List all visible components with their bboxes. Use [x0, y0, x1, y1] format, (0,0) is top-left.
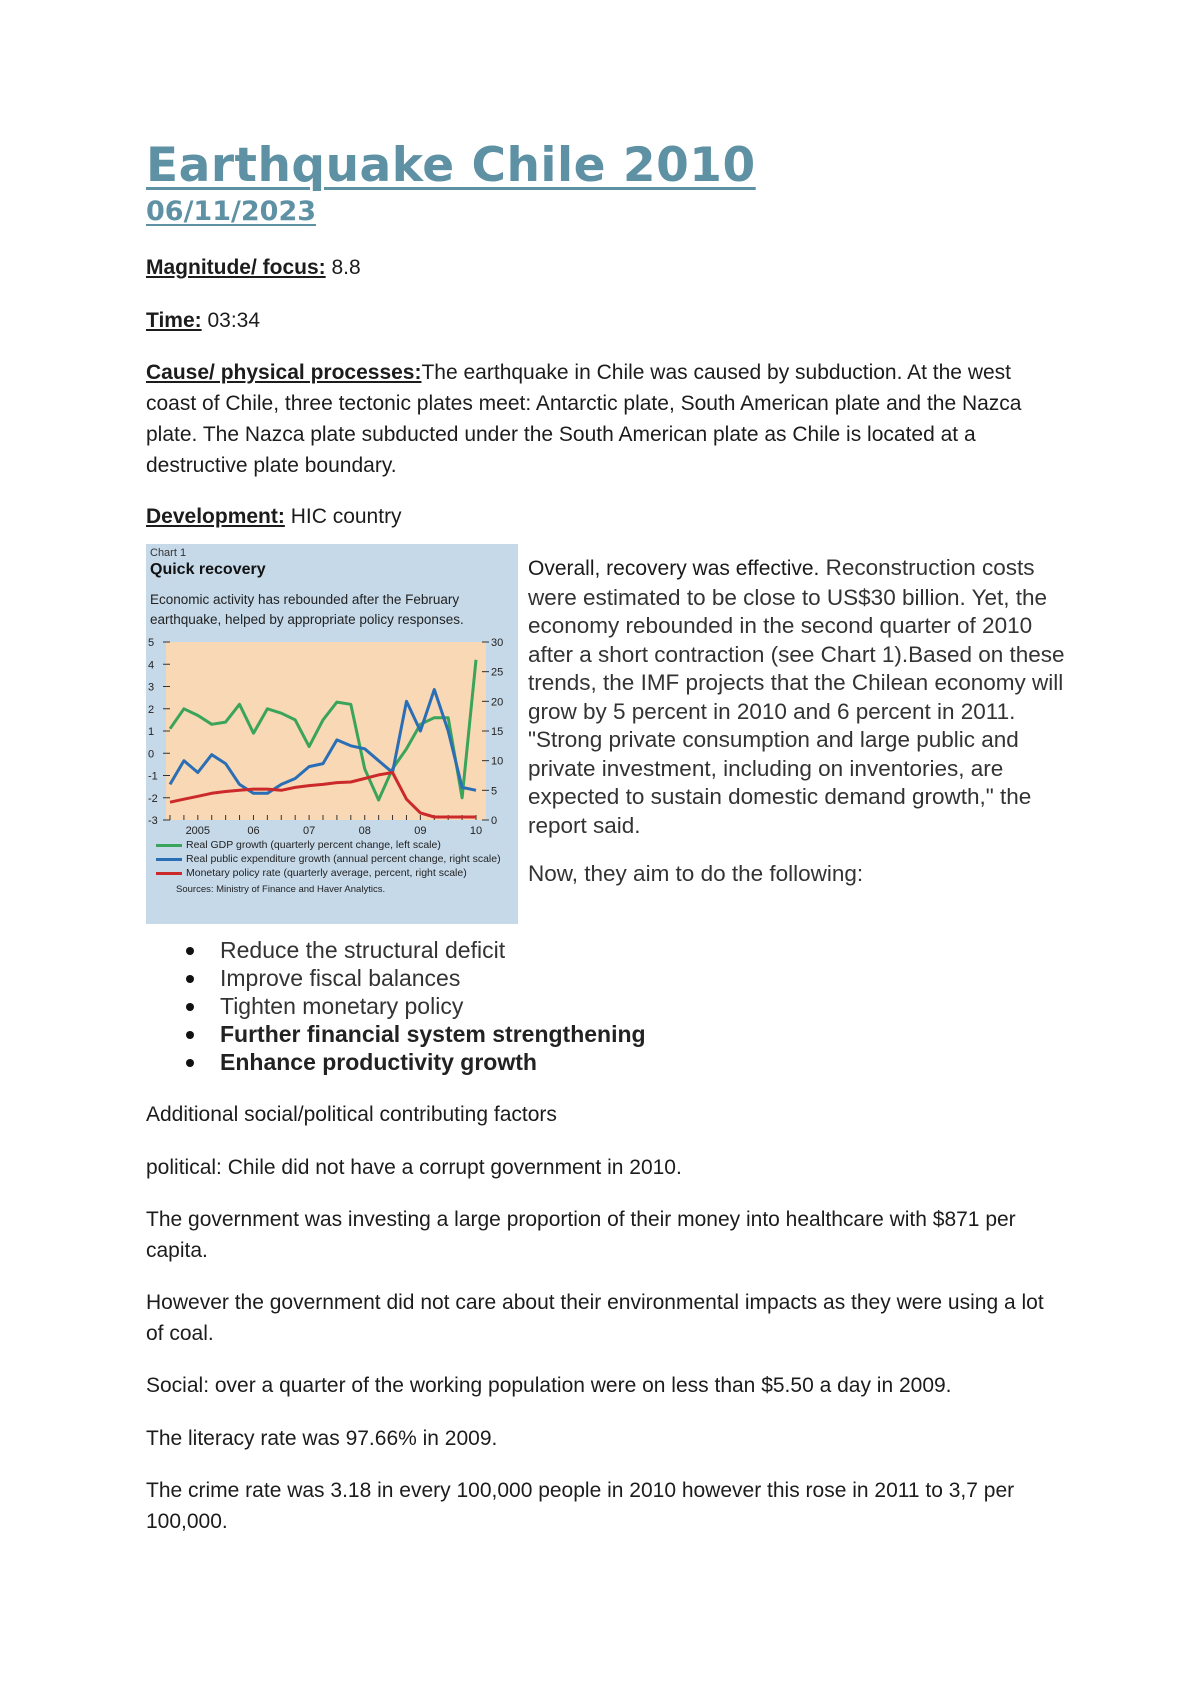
- right-axis-tick-label: 20: [491, 696, 504, 709]
- chart-figure: [146, 544, 518, 924]
- left-axis-tick-label: 0: [148, 748, 155, 761]
- chart-kicker: Chart 1: [150, 547, 187, 559]
- time-label: Time:: [146, 309, 202, 332]
- aims-intro: Now, they aim to do the following:: [528, 861, 864, 886]
- right-axis-tick-label: 0: [491, 815, 498, 827]
- right-axis-tick-label: 15: [491, 726, 504, 738]
- left-axis-tick-label: 1: [148, 726, 155, 738]
- legend-label-policy-rate: Monetary policy rate (quarterly average, percent, right scale): [186, 867, 467, 879]
- page-date: 06/11/2023: [146, 196, 317, 227]
- literacy-factor: The literacy rate was 97.66% in 2009.: [146, 1427, 498, 1450]
- magnitude-value: 8.8: [325, 256, 361, 279]
- aims-list: [180, 936, 646, 1076]
- list-item: Enhance productivity growth: [180, 1048, 646, 1076]
- chart-subtitle: Economic activity has rebounded after the February earthquake, helped by appropriate policy responses.: [150, 592, 464, 627]
- legend-swatch-gdp: [156, 844, 182, 847]
- left-axis-tick-label: -2: [148, 792, 158, 805]
- social-factor: Social: over a quarter of the working population were on less than $5.50 a day in 2009.: [146, 1374, 952, 1397]
- left-axis-tick-label: 2: [148, 703, 155, 716]
- magnitude-line: [146, 252, 1066, 283]
- crime-factor: The crime rate was 3.18 in every 100,000 people in 2010 however this rose in 2011 to 3,7 per 100,000.: [146, 1479, 1015, 1533]
- magnitude-label: Magnitude/ focus:: [146, 256, 326, 279]
- left-axis-tick-label: -1: [148, 770, 158, 783]
- right-axis-tick-label: 5: [491, 785, 498, 798]
- x-axis-tick-label: 10: [469, 825, 483, 837]
- cause-label: Cause/ physical processes:: [146, 361, 422, 384]
- healthcare-factor: The government was investing a large proportion of their money into healthcare with $871 per capita.: [146, 1208, 1016, 1262]
- development-value: HIC country: [284, 505, 402, 528]
- cause-text: The earthquake in Chile was caused by subduction. At the west coast of Chile, three tectonic plates meet: Antarctic plate, South American plate and the Nazca plate. The Nazca plate subducted under the South American plate as Chile is located at a destructive plate boundary.: [146, 361, 1022, 477]
- list-item: Reduce the structural deficit: [180, 936, 646, 964]
- cause-paragraph: [146, 357, 1066, 481]
- recovery-text: [528, 554, 1068, 889]
- right-axis-tick-label: 10: [491, 755, 504, 768]
- left-axis-tick-label: -3: [148, 815, 158, 827]
- legend-label-expenditure: Real public expenditure growth (annual percent change, right scale): [186, 853, 501, 865]
- right-axis-tick-label: 25: [491, 666, 504, 679]
- legend-entry-gdp: [156, 838, 501, 852]
- list-item: Further financial system strengthening: [180, 1020, 646, 1048]
- list-item: Improve fiscal balances: [180, 964, 646, 992]
- list-item: Tighten monetary policy: [180, 992, 646, 1020]
- legend-swatch-expenditure: [156, 858, 182, 861]
- chart-legend: [156, 838, 501, 897]
- time-line: [146, 305, 1066, 336]
- x-axis-tick-label: 07: [302, 825, 316, 837]
- environment-factor: However the government did not care about their environmental impacts as they were using a lot of coal.: [146, 1291, 1044, 1345]
- x-axis-tick-label: 09: [414, 825, 427, 837]
- x-axis-tick-label: 06: [247, 825, 260, 837]
- chart-title: Quick recovery: [150, 561, 266, 578]
- legend-label-gdp: Real GDP growth (quarterly percent change, left scale): [186, 839, 441, 851]
- left-axis-tick-label: 4: [148, 659, 155, 672]
- legend-entry-expenditure: [156, 852, 501, 866]
- recovery-body: Reconstruction costs were estimated to be close to US$30 billion. Yet, the economy rebounded in the second quarter of 2010 after a short contraction (see Chart 1).Based on these trends, the IMF projects that the Chilean economy will grow by 5 percent in 2010 and 6 percent in 2011. "Strong private consumption and large public and private investment, including on inventories, are expected to sustain domestic demand growth," the report said.: [528, 555, 1065, 838]
- development-label: Development:: [146, 505, 285, 528]
- recovery-lead: Overall, recovery was effective.: [528, 557, 820, 580]
- left-axis-tick-label: 3: [148, 681, 155, 694]
- x-axis-tick-label: 2005: [185, 825, 211, 837]
- x-axis-tick-label: 08: [358, 825, 371, 837]
- legend-entry-policy-rate: [156, 866, 501, 880]
- legend-swatch-policy-rate: [156, 872, 182, 875]
- right-axis-tick-label: 30: [491, 637, 504, 649]
- chart-source: Sources: Ministry of Finance and Haver Analytics.: [176, 884, 386, 895]
- factors-heading: Additional social/political contributing factors: [146, 1103, 557, 1126]
- time-value: 03:34: [201, 309, 261, 332]
- page-title: Earthquake Chile 2010: [146, 138, 756, 193]
- development-line: [146, 501, 1066, 532]
- political-factor: political: Chile did not have a corrupt government in 2010.: [146, 1156, 682, 1179]
- left-axis-tick-label: 5: [148, 637, 155, 649]
- recovery-paragraph: [528, 554, 1068, 840]
